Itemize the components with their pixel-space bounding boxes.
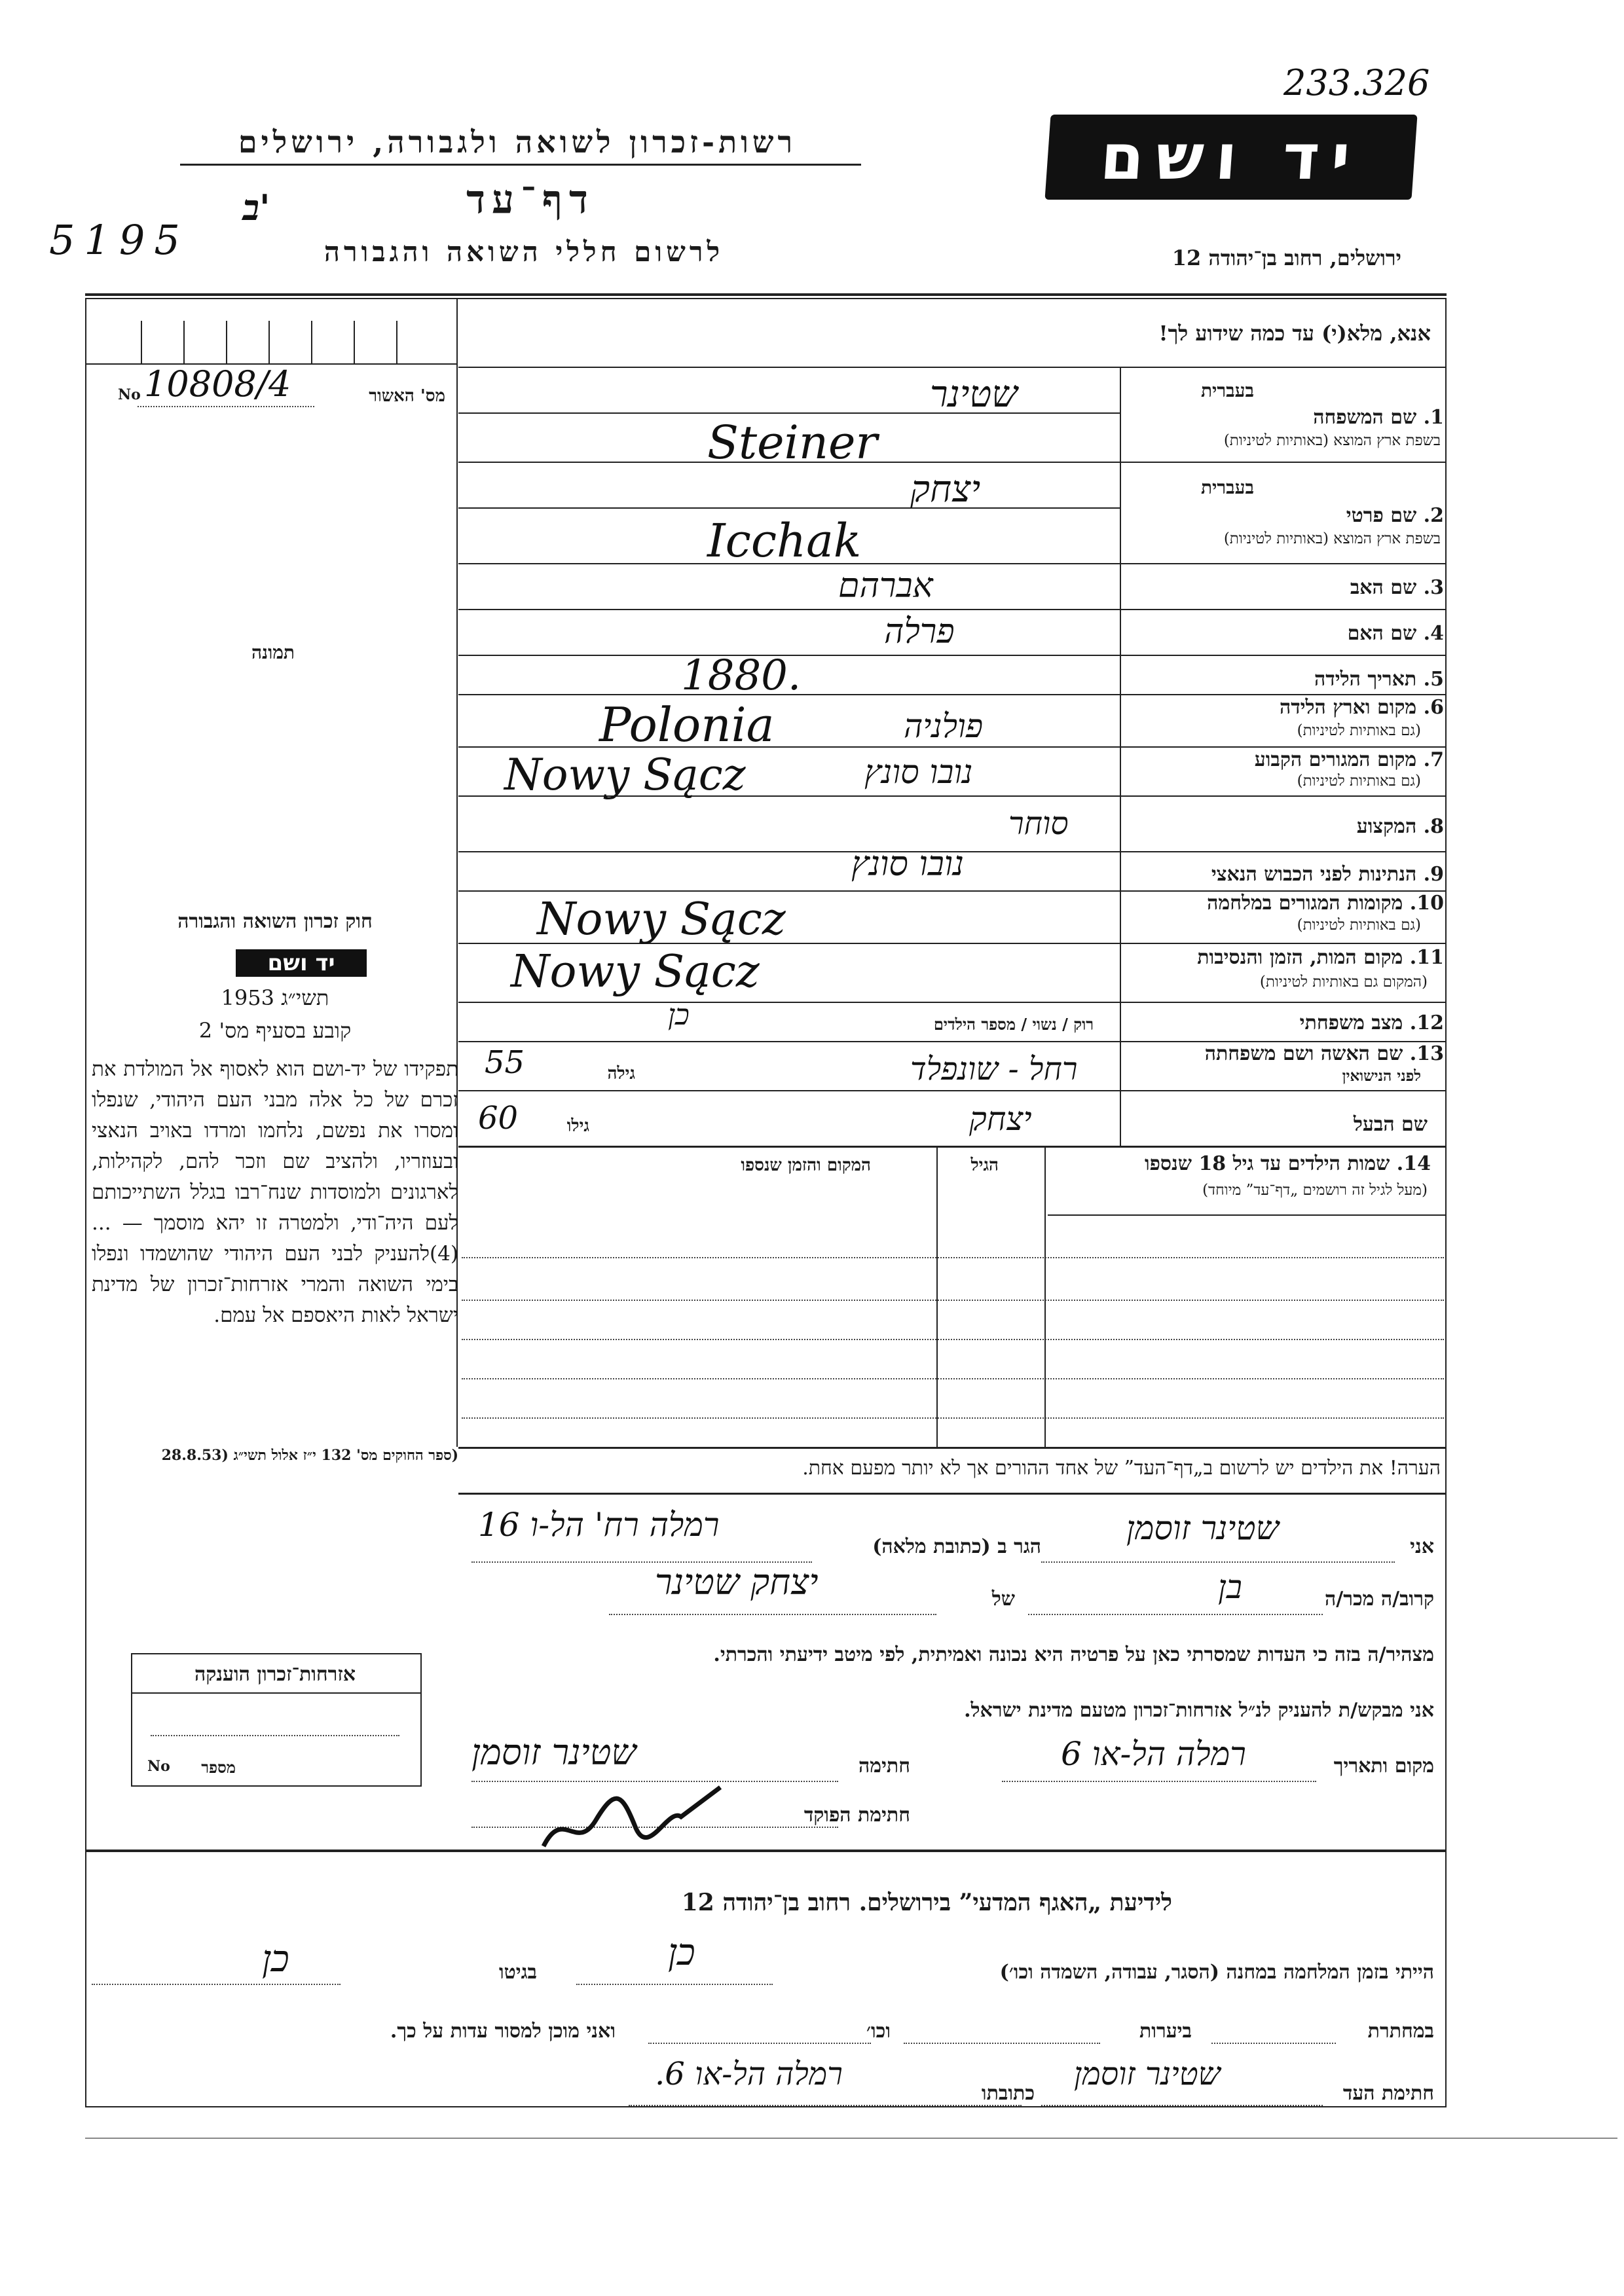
field-8-label [1357,815,1444,838]
field-1-label [1313,406,1444,429]
relative-label: קרוב/ה מכר/ה [1325,1588,1434,1611]
law-title: חוק זכרון השואה והגבורה [177,910,373,933]
tick [183,321,185,363]
instruction-rule [458,367,1445,368]
children-col-divider [936,1146,938,1447]
citizenship-no-prefix: No [147,1758,170,1775]
also-latin-6: (גם באותיות לטיניות) [1297,722,1421,739]
field-6-num: 6. [1423,696,1444,719]
scan-edge [85,2138,1617,2139]
birth-date: 1880. [681,651,802,700]
yad-vashem-logo: יד ושם [1044,115,1417,200]
of-value: יצחק שטינר [655,1561,819,1603]
field-8-num: 8. [1423,815,1444,838]
value-rule [458,851,1120,852]
field-3-num: 3. [1423,576,1444,599]
citizenship-number-label: מספר [201,1758,236,1777]
page-letter: ב' [242,187,270,228]
law-text: תפקידו של יד-ושם הוא לאסוף אל המולדת את זכרם של כל אלה מבני העם היהודי, שנפלו ומסרו את נפשם, נלחמו ומרדו באויב הנאצי ובעוזריו, ולהציב שם וזכר להם, לקהילות, לארגונים ולמוסדות שנח־רבו בגלל השתייכותם לעם היה־ודי, ולמטרה זו יהא מוסמך — ...(4)להעניק לבני העם היהודי שהושמדו ונפלו בימי השואה והמרי אזרחות־זכרון של מדינת ישראל לאות היאספם אל עמם. [92,1057,458,1327]
citizenship-title: אזרחות־זכרון הוענקה [194,1663,356,1686]
approval-number: 10808/4 [144,363,291,405]
declaration-statement: מצהיר/ה בזה כי העדות שמסרתי כאן על פרטיה היא נכונה ואמיתית, לפי מיטב ידיעתי והכרתי. [713,1643,1434,1666]
etc-dots [648,2043,871,2044]
address-label: כתובתו [981,2082,1035,2105]
declaration-request: אני מבקש/ת להעניק לנ״ל אזרחות־זכרון מטעם מדינת ישראל. [964,1699,1434,1722]
witness-sig-value: שטינר זוסמן [1074,2056,1221,2092]
law-year: תשי״ג 1953 [221,985,329,1010]
place-date-value: רמלה הל-או 6 [1061,1735,1246,1773]
approval-label: מס' האשור [369,386,445,406]
field-3-label [1350,576,1444,599]
value-rule [458,507,1120,509]
row-rule [1120,851,1445,852]
address: ירושלים, רחוב בן־יהודה 12 [1172,246,1401,270]
field-11-text: מקום המות, הזמן והנסיבות [1197,946,1403,969]
signature-label: חתימה [858,1755,910,1777]
residence-hebrew: נובו סונץ [864,753,973,791]
photo-label: תמונה [251,642,295,663]
children-label [1145,1152,1431,1175]
clerk-signature [537,1781,733,1859]
declarant-dots [1041,1561,1395,1563]
field-7-label [1255,748,1444,771]
relative-dots [1028,1614,1323,1615]
field-7-num: 7. [1423,748,1444,771]
bottom-rule [85,1850,1447,1852]
field-5-num: 5. [1423,668,1444,691]
field-1-text: שם המשפחה [1313,406,1417,429]
field-13-sub: לפני הנישואין [1342,1067,1421,1085]
value-rule [458,609,1120,610]
row-rule [1120,746,1445,748]
field-12-label [1300,1011,1444,1034]
children-row-line [462,1300,1444,1301]
row-rule [1120,609,1445,610]
form-title: דף־עד [466,177,595,223]
row-rule [1120,563,1445,564]
approval-no-prefix: No [118,386,141,403]
field-13-num: 13. [1409,1042,1444,1065]
wartime-residence: Nowy Sącz [537,894,786,945]
of-dots [609,1614,936,1615]
field-10-label [1207,892,1444,915]
children-note: הערה! את הילדים יש לרשום ב„דף־העד” של אחד ההורים אך לא יותר מפעם אחת. [802,1457,1441,1480]
witness-sig-dots [1041,2105,1323,2106]
family-status-options: רוק / נשוי / מספר הילדים [933,1015,1094,1034]
birthplace-hebrew: פולניה [904,707,984,745]
firstname-hebrew: יצחק [910,468,981,511]
field-3-text: שם האב [1350,576,1417,599]
children-place-col: המקום והזמן שנספו [741,1156,871,1175]
of-label: של [991,1588,1015,1611]
law-logo: יד ושם [236,949,367,977]
ready-label: ואני מוכן למסור עדות על כך. [390,2020,616,2043]
frame-top [85,293,1447,296]
ghetto-label: בגיטו [498,1961,537,1984]
row-rule [1120,943,1445,944]
relative-value: בן [1218,1568,1242,1606]
children-age-col: הגיל [970,1156,999,1175]
field-2-num: 2. [1423,504,1444,527]
witness-sig-label: חתימת העד [1342,2082,1434,2105]
underground-dots [1211,2043,1336,2044]
declarant-label: אני [1410,1535,1434,1558]
field-9-label [1211,863,1444,886]
latin-hint-1: בשפת ארץ המוצא (באותיות לטיניות) [1223,432,1441,449]
field-9-num: 9. [1423,863,1444,886]
in-hebrew-2: בעברית [1200,477,1254,498]
tick [311,321,312,363]
clerk-label: חתימת הפוקד [803,1804,910,1827]
tick [268,321,270,363]
header-rule [180,164,861,166]
firstname-latin: Icchak [707,514,862,568]
approval-dots [138,406,314,407]
husband-age-label: גילו [566,1116,589,1136]
place-date-dots [1002,1781,1316,1782]
wife-age-label: גילה [607,1064,635,1084]
etc-label: וכו׳ [866,2020,891,2043]
law-citation: (ספר החוקים מס' 132 י״ז אלול תשי״ג (28.8.53 [161,1447,458,1464]
profession: סוחר [1008,805,1069,842]
field-6-text: מקום וארץ הלידה [1279,696,1417,719]
row-rule [1120,694,1445,695]
partisans-label: ביערות [1139,2020,1192,2043]
field-9-text: הנתינות לפני הכבוש הנאצי [1211,863,1417,886]
note-rule-bottom [458,1493,1445,1495]
archive-number: 233.326 [1283,62,1430,103]
row-rule [1120,1002,1445,1003]
value-rule [458,890,1120,892]
children-row-line [462,1257,1444,1258]
field-5-label [1314,668,1444,691]
children-header-rule [1048,1214,1445,1216]
value-rule [458,412,1120,414]
law-section: קובע בסעיף מס' 2 [198,1018,352,1043]
field-8-text: המקצוע [1356,815,1417,838]
bottom-heading: לידיעת „האגף המדעי” בירושלים. רחוב בן־יהודה 12 [681,1889,1172,1916]
also-latin-7: (גם באותיות לטיניות) [1297,773,1421,790]
declarant-name: שטינר זוסמן [1126,1509,1279,1547]
field-12-num: 12. [1409,1011,1444,1034]
children-col-divider [1044,1146,1046,1447]
in-hebrew-1: בעברית [1200,380,1254,401]
children-sub: (מעל לגיל זה רושמים „דף־עד” מיוחד) [1202,1182,1428,1199]
field-2-label [1346,504,1444,527]
children-row-line [462,1378,1444,1379]
value-rule [458,746,1120,748]
field-1-num: 1. [1423,406,1444,429]
tick [396,321,397,363]
mother-name: פרלה [884,612,955,651]
father-name: אברהם [838,566,933,606]
row-rule [1120,462,1445,463]
field-11-label [1197,946,1444,969]
institution-name: רשות-זכרון לשואה ולגבורה, ירושלים [238,124,797,160]
field-5-text: תאריך הלידה [1314,668,1417,691]
citizenship-rule [131,1692,420,1694]
husband-age: 60 [478,1100,519,1137]
residing-value: רמלה רח' הל-ו 16 [478,1506,720,1544]
field-7-text: מקום המגורים הקבוע [1254,748,1417,771]
children-count: כן [668,998,690,1032]
children-row-line [462,1339,1444,1340]
address-value: רמלה הל-או 6. [655,2056,843,2092]
tick [141,321,142,363]
nationality: נובו סונץ [851,845,964,884]
ghetto-value: כן [262,1938,289,1980]
field-2-text: שם פרטי [1346,504,1417,527]
row-rule [1120,1090,1445,1091]
form-subtitle: לרשום חללי השואה והגבורה [323,236,724,268]
field-4-text: שם האם [1347,622,1417,645]
children-row-line [462,1417,1444,1419]
field-4-num: 4. [1423,622,1444,645]
wife-age: 55 [485,1044,525,1081]
row-rule [1120,655,1445,656]
underground-label: במחתרת [1367,2020,1434,2043]
section-rule [458,1146,1445,1148]
residing-label: הגר ב (כתובת מלאה) [872,1535,1041,1558]
note-rule-top [458,1447,1445,1449]
place-date-label: מקום ותאריך [1333,1755,1434,1777]
residence-latin: Nowy Sącz [504,750,746,800]
value-rule [458,1090,1120,1091]
camp-value: כן [668,1931,695,1974]
file-number: 5195 [49,216,189,264]
ghetto-dots [92,1984,341,1985]
label-column-divider [1120,367,1121,1146]
surname-hebrew: שטינר [930,373,1018,416]
field-10-num: 10. [1409,892,1444,915]
field-6-label [1280,696,1444,719]
signature-value: שטינר זוסמן [471,1732,637,1773]
value-rule [458,1002,1120,1003]
death-place: Nowy Sącz [511,946,760,998]
camp-label: הייתי בזמן המלחמה במחנה (הסגר, עבודה, השמדה וכו׳) [999,1961,1434,1984]
wife-name: רחל - שונפלד [910,1051,1078,1087]
husband-label: שם הבעל [1353,1113,1428,1136]
surname-latin: Steiner [707,416,877,469]
field-13-label [1205,1042,1444,1065]
also-latin-10: (גם באותיות לטיניות) [1297,917,1421,934]
children-num: 14. [1396,1152,1431,1175]
field-11-num: 11. [1409,946,1444,969]
field-12-text: מצב משפחתי [1299,1011,1403,1034]
camp-dots [576,1984,773,1985]
field-10-text: מקומות המגורים במלחמה [1207,892,1403,915]
partisans-dots [904,2043,1100,2044]
instruction: אנא, מלא(י) עד כמה שידוע לך! [1158,321,1431,346]
address-dots [629,2105,1022,2106]
birthplace-latin: Polonia [599,697,775,752]
children-text: שמות הילדים עד גיל 18 שנספו [1144,1152,1390,1175]
value-rule [458,1041,1120,1042]
latin-hint-2: בשפת ארץ המוצא (באותיות לטיניות) [1223,530,1441,547]
row-rule [1120,795,1445,797]
tick [226,321,227,363]
tick [354,321,355,363]
citizenship-dots [151,1735,399,1736]
field-11-sub: (המקום גם באותיות לטיניות) [1259,974,1428,991]
field-13-text: שם האשה ושם משפחתה [1204,1042,1403,1065]
field-4-label [1348,622,1444,645]
husband-name: יצחק [969,1100,1032,1138]
